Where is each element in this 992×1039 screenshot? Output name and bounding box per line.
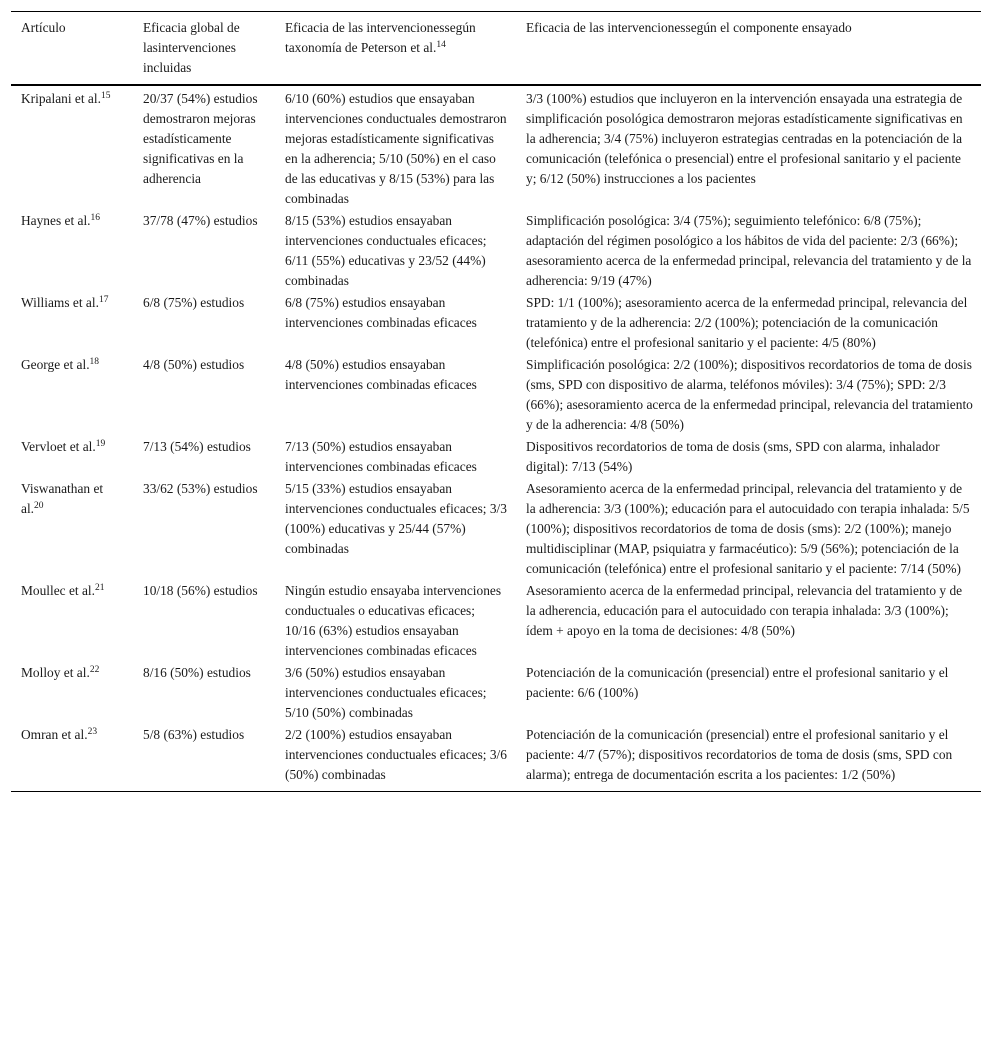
- cell-eficacia-componente: SPD: 1/1 (100%); asesoramiento acerca de la enfermedad principal, relevancia del tratamiento y de la adherencia: 2/2 (100%); potenciación de la comunicación (telefónica) entre el profesional sanitario y el paciente: 4/5 (80%): [526, 295, 968, 350]
- cell-eficacia-componente: Asesoramiento acerca de la enfermedad principal, relevancia del tratamiento y de la adherencia, educación para el autocuidado con terapia inhalada: 3/3 (100%); ídem + apoyo en la toma de decisiones: 4/8 (50%): [526, 583, 963, 638]
- header-eficacia-taxonomia-text: Eficacia de las intervencionessegún taxonomía de Peterson et al.: [285, 20, 476, 55]
- article-author: Molloy et al.: [21, 665, 90, 680]
- cell-eficacia-global: 37/78 (47%) estudios: [143, 213, 258, 228]
- article-reference: 20: [34, 501, 44, 511]
- article-author: George et al.: [21, 357, 90, 372]
- table-row: [11, 477, 981, 579]
- header-eficacia-componente: Eficacia de las intervencionessegún el componente ensayado: [526, 20, 852, 35]
- article-reference: 22: [89, 665, 100, 675]
- adherence-interventions-table-container: [11, 11, 981, 792]
- article-author: Haynes et al.: [21, 213, 91, 228]
- table-row: [11, 435, 981, 477]
- article-reference: 15: [100, 91, 111, 101]
- cell-eficacia-global: 4/8 (50%) estudios: [143, 357, 245, 372]
- cell-articulo: [11, 579, 133, 661]
- cell-eficacia-global: 20/37 (54%) estudios demostraron mejoras estadísticamente significativas en la adherencia: [143, 91, 258, 186]
- article-author: Viswanathan et al.: [21, 481, 104, 516]
- cell-eficacia-global: 7/13 (54%) estudios: [143, 439, 251, 454]
- cell-eficacia-global: 6/8 (75%) estudios: [143, 295, 245, 310]
- cell-articulo: [11, 661, 133, 723]
- header-row: [11, 12, 981, 86]
- article-reference: 23: [87, 727, 98, 737]
- cell-eficacia-taxonomia: Ningún estudio ensayaba intervenciones conductuales o educativas eficaces; 10/16 (63%) estudios ensayaban intervenciones combinadas eficaces: [285, 583, 502, 658]
- cell-eficacia-taxonomia: 6/8 (75%) estudios ensayaban intervenciones combinadas eficaces: [285, 295, 477, 330]
- table-header: [11, 12, 981, 86]
- table-row: [11, 723, 981, 792]
- article-author: Kripalani et al.: [21, 91, 101, 106]
- cell-eficacia-componente: Potenciación de la comunicación (presencial) entre el profesional sanitario y el paciente: 6/6 (100%): [526, 665, 949, 700]
- cell-articulo: [11, 291, 133, 353]
- article-reference: 16: [90, 213, 101, 223]
- cell-eficacia-global: 10/18 (56%) estudios: [143, 583, 258, 598]
- article-reference: 18: [89, 357, 100, 367]
- cell-eficacia-global: 5/8 (63%) estudios: [143, 727, 245, 742]
- table-row: [11, 579, 981, 661]
- article-author: Omran et al.: [21, 727, 88, 742]
- cell-eficacia-componente: Potenciación de la comunicación (presencial) entre el profesional sanitario y el paciente: 4/7 (57%); dispositivos recordatorios de toma de dosis (sms, SPD con alarma); entrega de documentación escrita a los pacientes: 1/2 (50%): [526, 727, 953, 782]
- cell-eficacia-taxonomia: 6/10 (60%) estudios que ensayaban intervenciones conductuales demostraron mejoras estadísticamente significativas en la adherencia; 5/10 (50%) en el caso de las educativas y 8/15 (53%) para las combinadas: [285, 91, 507, 206]
- article-reference: 19: [95, 439, 106, 449]
- cell-eficacia-componente: Simplificación posológica: 3/4 (75%); seguimiento telefónico: 6/8 (75%); adaptación del régimen posológico a los hábitos de vida del paciente: 2/3 (66%); asesoramiento acerca de la enfermedad principal, relevancia del tratamiento y de la adherencia: 9/19 (47%): [526, 213, 972, 288]
- table-row: [11, 85, 981, 209]
- table-row: [11, 353, 981, 435]
- cell-eficacia-taxonomia: 4/8 (50%) estudios ensayaban intervenciones combinadas eficaces: [285, 357, 477, 392]
- table-row: [11, 661, 981, 723]
- header-articulo: Artículo: [21, 20, 66, 35]
- cell-eficacia-taxonomia: 3/6 (50%) estudios ensayaban intervenciones conductuales eficaces; 5/10 (50%) combinadas: [285, 665, 487, 720]
- cell-articulo: [11, 209, 133, 291]
- table-row: [11, 209, 981, 291]
- cell-articulo: [11, 477, 133, 579]
- cell-eficacia-componente: 3/3 (100%) estudios que incluyeron en la intervención ensayada una estrategia de simplificación posológica demostraron mejoras estadísticamente significativas en la adherencia; 3/4 (75%) incluyeron estrategias centradas en la potenciación de la comunicación (telefónica o presencial) entre el profesional sanitario y el paciente y; 6/12 (50%) instrucciones a los pacientes: [526, 91, 963, 186]
- article-author: Moullec et al.: [21, 583, 95, 598]
- cell-eficacia-componente: Asesoramiento acerca de la enfermedad principal, relevancia del tratamiento y de la adherencia: 3/3 (100%); educación para el autocuidado con terapia inhalada: 5/5 (100%); dispositivos recordatorios de toma de dosis (sms): 2/2 (100%); manejo multidisciplinar (MAP, psiquiatra y farmacéutico): 5/9 (56%); potenciación de la comunicación (telefónica) entre el profesional sanitario y el paciente: 7/14 (50%): [526, 481, 970, 576]
- article-author: Vervloet et al.: [21, 439, 96, 454]
- header-eficacia-taxonomia: [275, 12, 516, 86]
- cell-eficacia-componente: Dispositivos recordatorios de toma de dosis (sms, SPD con alarma, inhalador digital): 7/13 (54%): [526, 439, 940, 474]
- header-eficacia-global: Eficacia global de lasintervenciones incluidas: [143, 20, 240, 75]
- cell-articulo: [11, 353, 133, 435]
- article-reference: 17: [98, 295, 109, 305]
- cell-articulo: [11, 85, 133, 209]
- table-row: [11, 291, 981, 353]
- header-eficacia-taxonomia-ref: 14: [436, 40, 446, 50]
- table-body: [11, 85, 981, 792]
- cell-eficacia-taxonomia: 5/15 (33%) estudios ensayaban intervenciones conductuales eficaces; 3/3 (100%) educativas y 25/44 (57%) combinadas: [285, 481, 507, 556]
- cell-eficacia-global: 8/16 (50%) estudios: [143, 665, 251, 680]
- article-reference: 21: [95, 583, 105, 593]
- cell-articulo: [11, 435, 133, 477]
- cell-eficacia-global: 33/62 (53%) estudios: [143, 481, 258, 496]
- cell-articulo: [11, 723, 133, 792]
- adherence-interventions-table: [11, 11, 981, 792]
- cell-eficacia-taxonomia: 7/13 (50%) estudios ensayaban intervenciones combinadas eficaces: [285, 439, 477, 474]
- cell-eficacia-componente: Simplificación posológica: 2/2 (100%); dispositivos recordatorios de toma de dosis (sms, SPD con dispositivo de alarma, teléfonos móviles): 3/4 (75%); SPD: 2/3 (66%); asesoramiento acerca de la enfermedad principal, relevancia del tratamiento y de la adherencia: 4/8 (50%): [526, 357, 973, 432]
- cell-eficacia-taxonomia: 2/2 (100%) estudios ensayaban intervenciones conductuales eficaces; 3/6 (50%) combinadas: [285, 727, 507, 782]
- cell-eficacia-taxonomia: 8/15 (53%) estudios ensayaban intervenciones conductuales eficaces; 6/11 (55%) educativas y 23/52 (44%) combinadas: [285, 213, 487, 288]
- article-author: Williams et al.: [21, 295, 99, 310]
